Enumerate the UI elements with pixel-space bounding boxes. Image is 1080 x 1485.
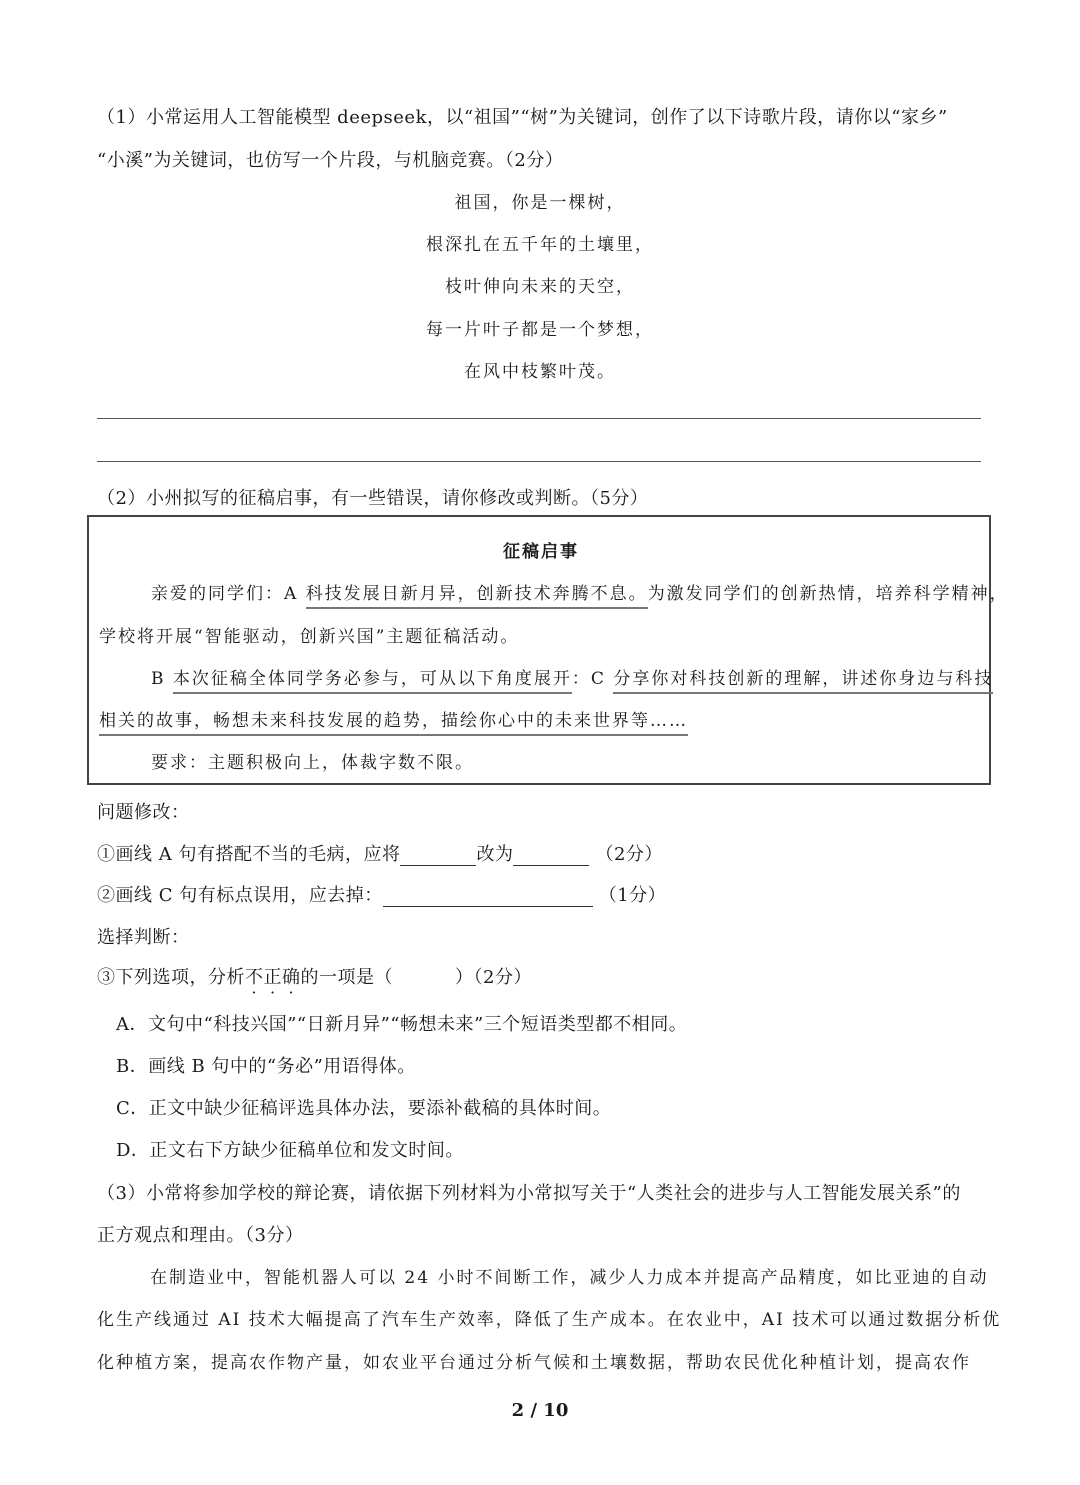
revise-heading: 问题修改：: [97, 802, 190, 823]
notice-paragraph-2-line2: [99, 706, 688, 731]
item-2-prefix: ②画线 C 句有标点误用，应去掉：: [97, 885, 383, 906]
answer-line-2[interactable]: [97, 461, 981, 462]
item-2-score: （1分）: [598, 885, 667, 906]
q1-prompt-line1: （1）小常运用人工智能模型 deepseek，以“祖国”“树”为关键词，创作了以下诗歌片段，请你以“家乡”: [97, 107, 948, 128]
item-2-blank[interactable]: [383, 888, 593, 907]
emphasis-char: 确: [282, 967, 301, 988]
option-d: D．正文右下方缺少征稿单位和发文时间。: [116, 1140, 464, 1161]
emphasis-char: 正: [263, 967, 282, 988]
q3-prompt-line1: （3）小常将参加学校的辩论赛，请依据下列材料为小常拟写关于“人类社会的进步与人工智能发展关系”的: [97, 1183, 961, 1204]
option-b: B．画线 B 句中的“务必”用语得体。: [116, 1056, 416, 1077]
poem-line: 根深扎在五千年的土壤里，: [426, 235, 654, 255]
answer-line-1[interactable]: [97, 418, 981, 419]
item-1-score: （2分）: [595, 844, 663, 865]
material-line: 化种植方案，提高农作物产量，如农业平台通过分析气候和土壤数据，帮助农民优化种植计划，提高农作: [97, 1353, 971, 1373]
poem-line: 在风中枝繁叶茂。: [464, 362, 616, 382]
p1-suffix: 为激发同学们的创新热情，培养科学精神，: [647, 584, 1009, 604]
option-a: A．文句中“科技兴国”“日新月异”“畅想未来”三个短语类型都不相同。: [116, 1014, 688, 1035]
label-c: ：C: [571, 669, 614, 689]
label-b: B: [151, 669, 173, 689]
notice-paragraph-2: [151, 664, 993, 689]
underlined-sentence-c: 分享你对科技创新的理解，讲述你身边与科技: [613, 669, 993, 694]
item-3-suffix: 的一项是（: [300, 967, 393, 988]
item-1-blank-to[interactable]: [513, 847, 589, 866]
item-1: [97, 840, 663, 866]
poem-line: 枝叶伸向未来的天空，: [445, 277, 635, 297]
item-1-blank-from[interactable]: [400, 847, 476, 866]
q1-prompt-line2: “小溪”为关键词，也仿写一个片段，与机脑竞赛。（2分）: [97, 150, 564, 171]
underlined-sentence-b: 本次征稿全体同学务必参与，可从以下角度展开: [173, 669, 572, 694]
underlined-sentence-a: 科技发展日新月异，创新技术奔腾不息。: [306, 584, 648, 609]
option-c: C．正文中缺少征稿评选具体办法，要添补截稿的具体时间。: [116, 1098, 612, 1119]
q3-prompt-line2: 正方观点和理由。（3分）: [97, 1225, 304, 1246]
emphasis-char: 不: [245, 967, 264, 988]
judge-heading: 选择判断：: [97, 927, 190, 948]
label-a: 亲爱的同学们：A: [151, 584, 306, 604]
item-1-mid: 改为: [476, 844, 514, 865]
poem-line: 每一片叶子都是一个梦想，: [426, 320, 654, 340]
notice-box: [87, 515, 1009, 785]
notice-title: 征稿启事: [503, 542, 579, 562]
underlined-sentence-c-cont: 相关的故事，畅想未来科技发展的趋势，描绘你心中的未来世界等……: [99, 711, 688, 736]
notice-paragraph-1-line2: 学校将开展“智能驱动，创新兴国”主题征稿活动。: [99, 627, 520, 647]
poem-line: 祖国，你是一棵树，: [454, 193, 626, 213]
material-line: 在制造业中，智能机器人可以 24 小时不间断工作，减少人力成本并提高产品精度，如比亚迪的自动: [150, 1268, 989, 1288]
item-3-prefix: ③下列选项，分析: [97, 967, 245, 988]
page-number: 2 / 10: [511, 1400, 569, 1421]
material-line: 化生产线通过 AI 技术大幅提高了汽车生产效率，降低了生产成本。在农业中，AI 技术可以通过数据分析优: [97, 1310, 1002, 1330]
notice-requirement: 要求：主题积极向上，体裁字数不限。: [151, 753, 474, 773]
item-2: [97, 881, 666, 907]
item-3: [97, 963, 532, 989]
q2-prompt: （2）小州拟写的征稿启事，有一些错误，请你修改或判断。（5分）: [97, 488, 649, 509]
item-1-prefix: ①画线 A 句有搭配不当的毛病，应将: [97, 844, 401, 865]
notice-paragraph-1: [151, 579, 1009, 604]
item-3-score: ）（2分）: [455, 967, 532, 988]
